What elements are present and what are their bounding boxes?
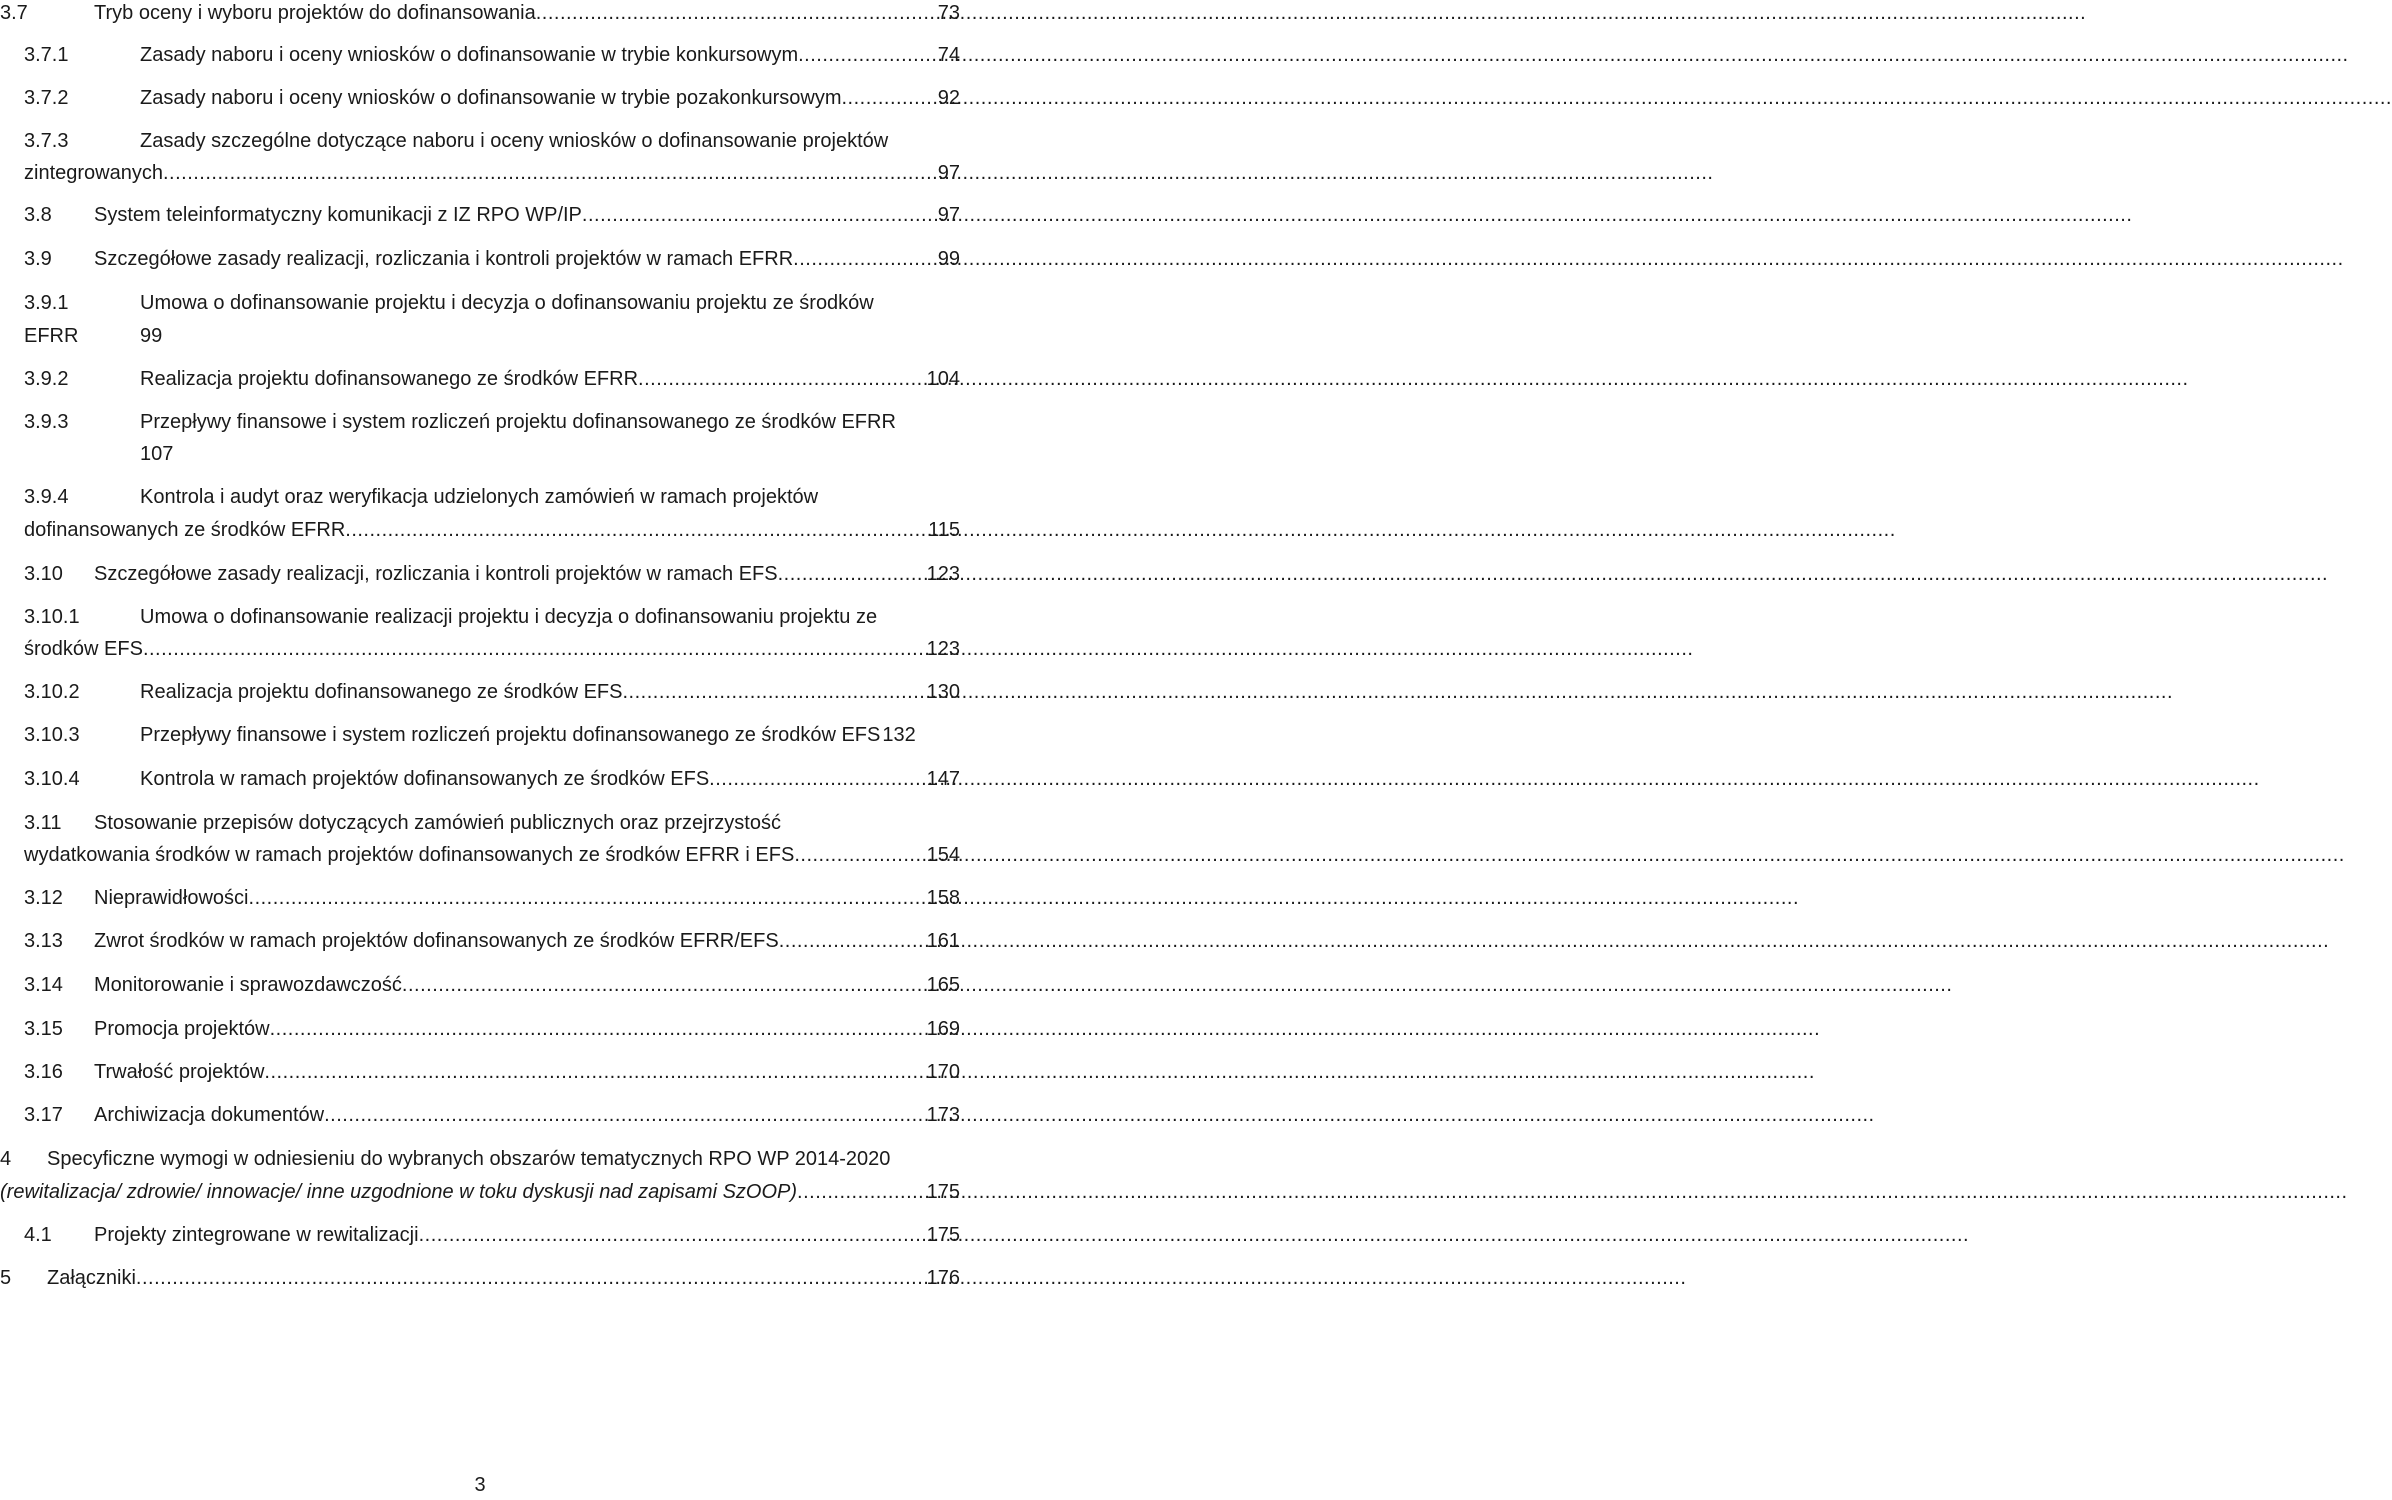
toc-page-number: 123 (926, 563, 960, 585)
toc-page-number: 176 (926, 1267, 960, 1289)
toc-number: 3.7 (0, 2, 28, 24)
toc-page-number: 165 (926, 974, 960, 996)
dot-leader (536, 0, 936, 28)
toc-title: System teleinformatyczny komunikacji z IZ RPO WP/IP (94, 204, 582, 226)
toc-title-continued: (rewitalizacja/ zdrowie/ innowacje/ inne uzgodnione w toku dyskusji nad zapisami SzOOP) (0, 1181, 798, 1203)
toc-number: 3.7.2 (24, 87, 69, 109)
toc-page-number: 97 (937, 162, 960, 184)
toc-page-number: 74 (937, 44, 960, 66)
toc-title-continued: dofinansowanych ze środków EFRR (24, 519, 346, 541)
toc-title-continued: środków EFS (24, 638, 143, 660)
toc-page-number: 169 (926, 1018, 960, 1040)
dot-leader (794, 840, 924, 870)
toc-entry-3-8[interactable] (24, 200, 960, 230)
toc-number: 3.9.1 (24, 292, 69, 314)
toc-entry-3-11-line2[interactable] (24, 840, 960, 870)
toc-page (0, 0, 960, 1497)
page-number: 3 (474, 1474, 486, 1496)
toc-page-number: 147 (926, 768, 960, 790)
toc-number: 4 (0, 1148, 12, 1170)
toc-entry-3-7-2[interactable] (24, 83, 960, 113)
toc-title: Archiwizacja dokumentów (94, 1104, 325, 1126)
toc-entry-3-9-4-line1[interactable] (24, 482, 818, 512)
toc-title: Kontrola w ramach projektów dofinansowanych ze środków EFS (140, 768, 710, 790)
toc-number: 3.15 (24, 1018, 63, 1040)
toc-number: 3.12 (24, 887, 63, 909)
toc-entry-4-1[interactable] (24, 1220, 960, 1250)
dot-leader (638, 364, 925, 394)
toc-number: 5 (0, 1267, 12, 1289)
toc-number: 3.9 (24, 248, 52, 270)
toc-number: 3.11 (24, 812, 62, 834)
toc-title: Realizacja projektu dofinansowanego ze środków EFRR (140, 368, 639, 390)
toc-entry-3-7-1[interactable] (24, 40, 960, 70)
toc-title: Kontrola i audyt oraz weryfikacja udzielonych zamówień w ramach projektów (140, 486, 819, 508)
toc-entry-3-10-3[interactable] (24, 720, 960, 750)
toc-page-number: 104 (926, 368, 960, 390)
dot-leader (797, 1177, 925, 1207)
toc-title: Promocja projektów (94, 1018, 270, 1040)
toc-title: Zasady naboru i oceny wniosków o dofinansowanie w trybie pozakonkursowym (140, 87, 842, 109)
toc-number: 3.10.3 (24, 724, 80, 746)
toc-page-number: 99 (140, 325, 163, 347)
toc-entry-3-10-2[interactable] (24, 677, 960, 707)
toc-entry-3-9[interactable] (24, 244, 960, 274)
toc-entry-3-10-1-line2[interactable] (24, 634, 960, 664)
toc-entry-4-line1[interactable] (0, 1144, 890, 1174)
toc-number: 3.8 (24, 204, 52, 226)
toc-entry-3-10-4[interactable] (24, 764, 960, 794)
toc-title: Umowa o dofinansowanie projektu i decyzja o dofinansowaniu projektu ze środków (140, 292, 874, 314)
dot-leader (264, 1057, 924, 1087)
toc-title: Szczegółowe zasady realizacji, rozliczania i kontroli projektów w ramach EFRR (94, 248, 794, 270)
toc-number: 3.10 (24, 563, 63, 585)
toc-page-number: 92 (937, 87, 960, 109)
dot-leader (324, 1100, 925, 1130)
toc-entry-3-14[interactable] (24, 970, 960, 1000)
toc-title: Stosowanie przepisów dotyczących zamówień publicznych oraz przejrzystość (94, 812, 781, 834)
toc-title: Realizacja projektu dofinansowanego ze środków EFS (140, 681, 623, 703)
toc-number: 3.7.3 (24, 130, 69, 152)
toc-title: Trwałość projektów (94, 1061, 265, 1083)
toc-number: 3.17 (24, 1104, 63, 1126)
toc-page-number: 175 (926, 1181, 960, 1203)
toc-entry-3-9-3-line2[interactable] (140, 439, 173, 469)
toc-title-continued: wydatkowania środków w ramach projektów dofinansowanych ze środków EFRR i EFS (24, 844, 795, 866)
dot-leader (582, 200, 936, 230)
toc-entry-3-9-2[interactable] (24, 364, 960, 394)
toc-entry-5[interactable] (0, 1263, 960, 1293)
dot-leader (163, 158, 936, 188)
toc-title: Umowa o dofinansowanie realizacji projektu i decyzja o dofinansowaniu projektu ze (140, 606, 878, 628)
dot-leader (136, 1263, 925, 1293)
toc-entry-3-7-3-line2[interactable] (24, 158, 960, 188)
toc-title: Monitorowanie i sprawozdawczość (94, 974, 402, 996)
dot-leader (143, 634, 925, 664)
toc-title-continued: EFRR (24, 325, 79, 347)
toc-title: Nieprawidłowości (94, 887, 249, 909)
toc-page-number: 115 (928, 519, 960, 541)
toc-entry-3-16[interactable] (24, 1057, 960, 1087)
toc-page-number: 158 (926, 887, 960, 909)
toc-number: 3.10.2 (24, 681, 80, 703)
toc-title: Zasady naboru i oceny wniosków o dofinansowanie w trybie konkursowym (140, 44, 799, 66)
toc-entry-3-15[interactable] (24, 1014, 960, 1044)
toc-page-number: 161 (926, 930, 960, 952)
toc-entry-3-7[interactable] (0, 0, 960, 28)
toc-entry-3-13[interactable] (24, 926, 960, 956)
toc-number: 3.9.3 (24, 411, 69, 433)
toc-title: Załączniki (47, 1267, 136, 1289)
dot-leader (419, 1220, 925, 1250)
toc-entry-4-line2[interactable] (0, 1177, 960, 1207)
toc-page-number: 97 (937, 204, 960, 226)
toc-page-number: 130 (926, 681, 960, 703)
toc-number: 3.14 (24, 974, 63, 996)
toc-title-continued: zintegrowanych (24, 162, 163, 184)
toc-page-number: 123 (926, 638, 960, 660)
toc-title: Tryb oceny i wyboru projektów do dofinansowania (94, 2, 536, 24)
dot-leader (249, 883, 925, 913)
dot-leader (798, 40, 936, 70)
toc-number: 4.1 (24, 1224, 52, 1246)
toc-entry-3-9-3-line1[interactable] (24, 407, 896, 437)
toc-page-number: 73 (937, 2, 960, 24)
toc-page-number: 173 (926, 1104, 960, 1126)
toc-number: 3.13 (24, 930, 63, 952)
toc-page-number: 99 (937, 248, 960, 270)
toc-entry-3-9-4-line2[interactable] (24, 515, 960, 545)
dot-leader (270, 1014, 925, 1044)
dot-leader (841, 83, 935, 113)
toc-page-number: 154 (926, 844, 960, 866)
toc-entry-3-10-1-line1[interactable] (24, 602, 877, 632)
toc-title: Przepływy finansowe i system rozliczeń projektu dofinansowanego ze środków EFS (140, 724, 881, 746)
toc-number: 3.16 (24, 1061, 63, 1083)
dot-leader (779, 926, 925, 956)
toc-page-number: 175 (926, 1224, 960, 1246)
toc-page-number: 170 (926, 1061, 960, 1083)
toc-entry-3-10[interactable] (24, 559, 960, 589)
dot-leader (778, 559, 925, 589)
toc-title: Zasady szczególne dotyczące naboru i oceny wniosków o dofinansowanie projektów (140, 130, 889, 152)
toc-number: 3.9.4 (24, 486, 69, 508)
toc-number: 3.9.2 (24, 368, 69, 390)
toc-number: 3.10.4 (24, 768, 80, 790)
toc-title: Przepływy finansowe i system rozliczeń projektu dofinansowanego ze środków EFRR (140, 411, 896, 433)
toc-entry-3-7-3-line1[interactable] (24, 126, 888, 156)
toc-entry-3-9-1-line2[interactable] (24, 321, 162, 351)
dot-leader (709, 764, 924, 794)
toc-entry-3-17[interactable] (24, 1100, 960, 1130)
dot-leader (623, 677, 925, 707)
dot-leader (345, 515, 926, 545)
toc-title: Szczegółowe zasady realizacji, rozliczania i kontroli projektów w ramach EFS (94, 563, 778, 585)
toc-number: 3.7.1 (24, 44, 69, 66)
toc-entry-3-11-line1[interactable] (24, 808, 781, 838)
toc-entry-3-12[interactable] (24, 883, 960, 913)
toc-entry-3-9-1-line1[interactable] (24, 288, 874, 318)
toc-title: Zwrot środków w ramach projektów dofinansowanych ze środków EFRR/EFS (94, 930, 779, 952)
dot-leader (793, 244, 936, 274)
toc-title: Specyficzne wymogi w odniesieniu do wybranych obszarów tematycznych RPO WP 2014-2020 (47, 1148, 891, 1170)
toc-number: 3.10.1 (24, 606, 80, 628)
dot-leader (402, 970, 925, 1000)
toc-page-number: 132 (882, 724, 916, 746)
toc-title: Projekty zintegrowane w rewitalizacji (94, 1224, 419, 1246)
toc-page-number: 107 (140, 443, 174, 465)
